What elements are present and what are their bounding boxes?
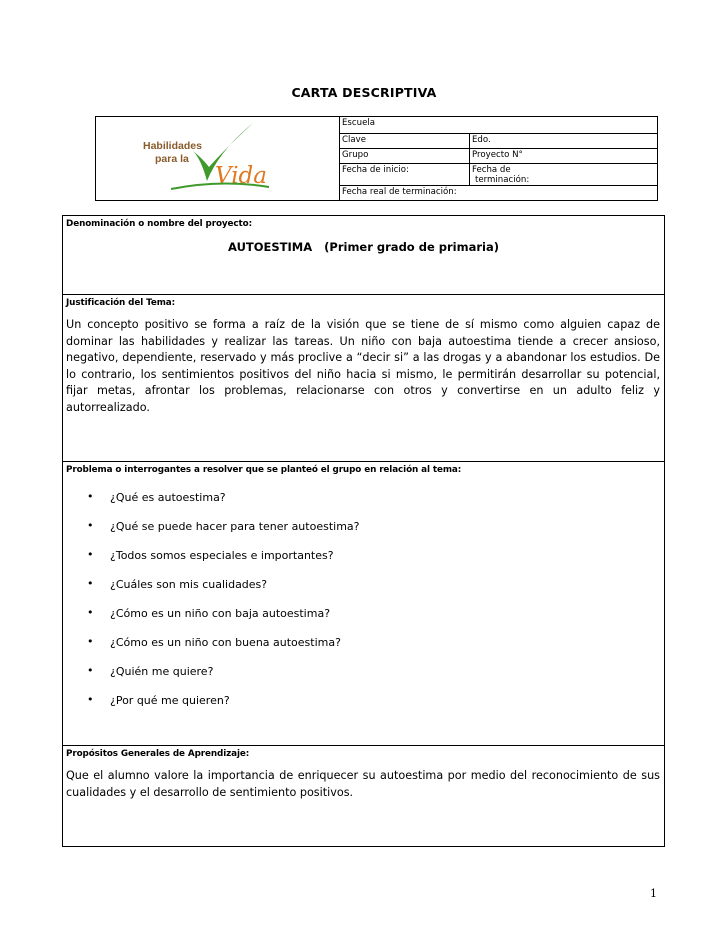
propositos-text: Que el alumno valore la importancia de enriquecer su autoestima por medio del reconocimiento de sus cualidades y el desarrollo de sentimiento positivos. [66,769,660,799]
bullet-icon: • [87,664,94,677]
justificacion-text: Un concepto positivo se forma a raíz de la visión que se tiene de sí mismo como alguien capaz de dominar las habilidades y realizar las tareas. Un niño con baja autoestima tiende a crecer ansioso, negativo, dependiente, reservado y más proclive a “decir si” a las drogas y a abandonar los estudios. De lo contrario, los sentimientos positivos del niño hacia si mismo, le permitirán desarrollar su potencial, fijar metas, afrontar los problemas, relacionarse con otros y convertirse en un adulto feliz y autorrealizado. [66,318,660,414]
section-denominacion [63,216,664,294]
field-fecha-termino-2: terminación: [475,175,530,185]
denominacion-label: Denominación o nombre del proyecto: [66,219,252,229]
project-table [62,215,665,847]
bullet-icon: • [87,519,94,532]
project-name: AUTOESTIMA (Primer grado de primaria) [228,240,499,254]
logo-text-habilidades: Habilidades [143,140,202,152]
bullet-icon: • [87,548,94,561]
bullet-icon: • [87,693,94,706]
bullet-icon: • [87,577,94,590]
bullet-icon: • [87,606,94,619]
field-grupo: Grupo [342,150,369,160]
section-justificacion [63,294,664,461]
field-fecha-inicio: Fecha de inicio: [342,165,409,175]
problema-label: Problema o interrogantes a resolver que se planteó el grupo en relación al tema: [66,465,462,475]
field-clave: Clave [342,135,367,145]
field-fecha-real: Fecha real de terminación: [342,187,457,197]
document-title: CARTA DESCRIPTIVA [291,85,437,100]
logo-text-para-la: para la [155,153,189,165]
bullet-icon: • [87,635,94,648]
field-fecha-termino-1: Fecha de [472,165,511,175]
propositos-label: Propósitos Generales de Aprendizaje: [66,749,250,759]
section-problema: Problema o interrogantes a resolver que se planteó el grupo en relación al tema: • ¿Qué es autoestima? • ¿Qué se puede hacer para tener autoestima? • ¿Todos somos especiales e importantes? • ¿Cuáles son mis cualidades? • ¿Cómo es un niño con baja autoestima? • ¿Cómo es un niño con buena autoestima? • ¿Quién me quiere? • ¿Por qué me quieren? [63,461,664,745]
logo-text-vida: Vida [215,163,267,189]
bullet-icon: • [87,490,94,503]
section-propositos [63,745,664,846]
justificacion-label: Justificación del Tema: [66,298,176,308]
habilidades-para-la-vida-logo [141,121,276,195]
header-fields-grid [339,117,657,200]
field-edo: Edo. [472,135,491,145]
field-proyecto: Proyecto N° [472,150,523,160]
field-escuela: Escuela [342,118,376,128]
header-box [95,116,658,201]
page-number: 1 [650,887,657,900]
